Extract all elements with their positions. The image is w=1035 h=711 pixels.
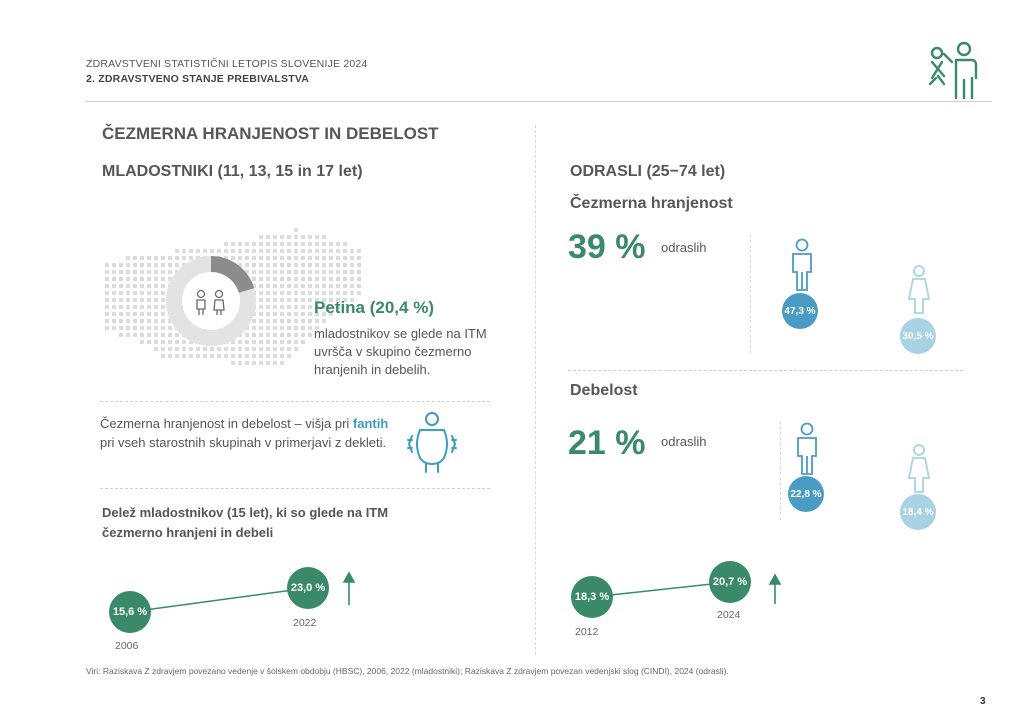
page-number: 3 xyxy=(980,696,986,707)
overweight-female-badge: 30,5 % xyxy=(900,318,936,354)
trend-point-2024: 20,7 % xyxy=(709,561,751,603)
sources-note: Viri: Raziskava Z zdravjem povezano vedenje v šolskem obdobju (HBSC), 2006, 2022 (mladostniki); Raziskava Z zdravjem povezan vedenjski slog (CINDI), 2024 (odrasli). xyxy=(86,666,729,676)
obesity-value: 21 % xyxy=(568,424,646,462)
divider xyxy=(100,401,490,402)
adolescents-headline-text: mladostnikov se glede na ITM uvršča v skupino čezmerno hranjenih in debelih. xyxy=(314,326,487,377)
boys-note-post: pri vseh starostnih skupinah v primerjavi z dekleti. xyxy=(100,435,387,450)
trend-point-2006: 15,6 % xyxy=(109,591,151,633)
year-label-2012: 2012 xyxy=(575,626,599,638)
divider xyxy=(568,370,963,371)
boys-note xyxy=(100,414,400,452)
female-figure-icon xyxy=(906,265,932,315)
adolescents-share-title: Delež mladostnikov (15 let), ki so glede na ITM čezmerno hranjeni in debeli xyxy=(102,505,389,540)
year-label-2022: 2022 xyxy=(293,617,317,629)
overweight-title: Čezmerna hranjenost xyxy=(570,195,733,212)
adolescents-headline: Petina (20,4 %) xyxy=(314,298,434,317)
chapter-title: 2. ZDRAVSTVENO STANJE PREBIVALSTVA xyxy=(86,73,310,85)
adolescents-section-title: MLADOSTNIKI (11, 13, 15 in 17 let) xyxy=(102,163,363,180)
trend-line xyxy=(130,588,308,612)
overweight-suffix: odraslih xyxy=(661,240,707,255)
boys-note-pre: Čezmerna hranjenost in debelost – višja pri xyxy=(100,416,353,431)
female-figure-icon xyxy=(906,444,932,494)
obesity-title: Debelost xyxy=(570,382,638,399)
year-label-2006: 2006 xyxy=(115,640,139,652)
overweight-body-icon xyxy=(404,410,460,474)
year-label-2024: 2024 xyxy=(717,609,741,621)
column-divider xyxy=(535,125,536,655)
divider xyxy=(100,488,490,489)
obesity-suffix: odraslih xyxy=(661,434,707,449)
divider xyxy=(780,422,781,520)
divider xyxy=(750,235,751,353)
overweight-value: 39 % xyxy=(568,228,646,266)
adolescents-donut xyxy=(165,255,257,347)
overweight-male-badge: 47,3 % xyxy=(782,293,818,329)
increase-arrow-icon xyxy=(770,575,780,604)
report-title: ZDRAVSTVENI STATISTIČNI LETOPIS SLOVENIJE 2024 xyxy=(86,58,368,70)
male-figure-icon xyxy=(792,422,822,476)
male-figure-icon xyxy=(787,238,817,292)
obesity-male-badge: 22,8 % xyxy=(788,476,824,512)
adults-section-title: ODRASLI (25−74 let) xyxy=(570,163,726,180)
header-divider xyxy=(86,101,992,102)
family-figures-icon xyxy=(924,40,982,102)
increase-arrow-icon xyxy=(344,573,354,605)
trend-point-2012: 18,3 % xyxy=(571,576,613,618)
page-title: ČEZMERNA HRANJENOST IN DEBELOST xyxy=(102,124,439,143)
trend-point-2022: 23,0 % xyxy=(287,567,329,609)
obesity-female-badge: 18,4 % xyxy=(900,494,936,530)
boys-note-highlight: fantih xyxy=(352,416,389,431)
